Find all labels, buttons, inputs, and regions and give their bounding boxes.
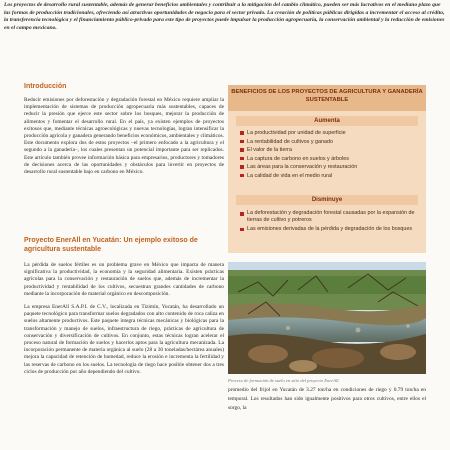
increase-item: La productividad por unidad de superficie [240, 129, 420, 138]
decrease-label: Disminuye [236, 195, 418, 205]
bullet-square-icon [240, 131, 244, 135]
intro-paragraph: Los proyectos de desarrollo rural sustentable, además de generar beneficios ambientales y contribuir a la mitigación del cambio climático, pueden ser más lucrativos en el mediano plazo que las formas de producción tradicionales, ofreciendo así atractivas oportunidades de negocio para el sector privado. La creación de políticas públicas dirigidas a incrementar el acceso al crédito, la transferencia tecnológica y el financiamiento público-privado para este tipo de proyectos puede impulsar la producción agropecuaria, la conservación ambiental y la reducción de emisiones en el campo mexicano. [4, 2, 445, 31]
bullet-square-icon [240, 157, 244, 161]
bullet-square-icon [240, 165, 244, 169]
section-heading-introduccion: Introducción [24, 83, 67, 90]
bullet-square-icon [240, 148, 244, 152]
introduction-body [24, 97, 224, 176]
increase-item: La calidad de vida en el medio rural [240, 172, 420, 181]
photo-caption: Proceso de formación de suelo en sitio del proyecto EnerAll. [228, 378, 340, 383]
benefits-sidebar-title: BENEFICIOS DE LOS PROYECTOS DE AGRICULTURA Y GANADERÍA SUSTENTABLE [231, 89, 423, 103]
enerall-body [24, 262, 224, 376]
bullet-square-icon [240, 174, 244, 178]
soil-formation-photo [228, 262, 426, 374]
introduction-paragraph: Reducir emisiones por deforestación y degradación forestal en México requiere ampliar la implementación de sistemas de producción agropecuaria más sustentables, capaces de reducir la presión que ejerce este sector sobre los bosques, mejorar la producción de alimentos y fomentar el desarrollo rural. En el país, ya existen ejemplos de proyectos exitosos que, mediante técnicas agroecológicas y nuevas tecnologías, logran intensificar la producción agrícola y ganadera generando beneficios económicos, ambientales y climáticos. Este documento explora dos de estos proyectos –el primero enfocado a la agricultura y el segundo a la ganadería–, los cuales presentan un potencial importante para ser replicados. Este artículo también provee información básica para empresarios, productores y tomadores de decisiones acerca de las oportunidades y obstáculos para invertir en proyectos de desarrollo rural sustentable bajo en carbono en México. [24, 97, 224, 176]
bullet-square-icon [240, 140, 244, 144]
decrease-item: Las emisiones derivadas de la pérdida y degradación de los bosques [240, 226, 420, 233]
enerall-paragraph-2: La empresa EnerAll S.A.P.I. de C.V., localizada en Tizimín, Yucatán, ha desarrollado un paquete tecnológico para transformar suelos degradados con alto contenido de roca caliza en suelos altamente productivos. Este paquete integra técnicas mecánicas y biológicas para la transformación y manejo de suelos, infraestructura de riego, prácticas de agricultura de conservación y diversificación de cultivos. En conjunto, estas técnicas logran acelerar el proceso natural de formación de suelos y hacerlos aptos para la agricultura mecanizada. La incorporación permanente de materia orgánica al suelo (28 a 30 toneladas/hectárea anuales) mejora la capacidad de retención de humedad, reduce la erosión e incrementa la fertilidad y las reservas de carbono en los suelos. La tecnología de riego hace posible obtener dos a tres ciclos de producción por año dependiendo del cultivo. [24, 304, 224, 375]
photo-illustration [228, 262, 426, 374]
bullet-square-icon [240, 212, 244, 216]
increase-item: La captura de carbono en suelos y árboles [240, 155, 420, 164]
section-heading-enerall: Proyecto EnerAll en Yucatán: Un ejemplo exitoso de agricultura sustentable [24, 237, 198, 253]
increase-item: El valor de la tierra [240, 146, 420, 155]
decrease-list [240, 210, 420, 235]
bullet-square-icon [240, 228, 244, 232]
increase-item: La rentabilidad de cultivos y ganado [240, 138, 420, 147]
increase-item: Las áreas para la conservación y restauración [240, 163, 420, 172]
continued-paragraph: promedio del frijol en Yucatán de 3.27 ton/ha en condiciones de riego y 0.79 ton/ha en temporal. Los resultados han sido igualmente positivos para otros cultivos, entre ellos el sorgo, la [228, 387, 426, 411]
increase-list [240, 129, 420, 181]
enerall-paragraph-1: La pérdida de suelos fértiles es un problema grave en México que impacta de manera significativa la productividad, la economía y la seguridad alimentaria. Existen prácticas agrícolas para la conservación y restauración de suelos que, además de incrementar la productividad y rentabilidad de los cultivos, secuestran grandes cantidades de carbono mediante la incorporación de material orgánico en descomposición. [24, 262, 224, 297]
decrease-item: La deforestación y degradación forestal causadas por la expansión de tierras de cultivo y potreros [240, 210, 420, 223]
increase-label: Aumenta [236, 116, 418, 126]
